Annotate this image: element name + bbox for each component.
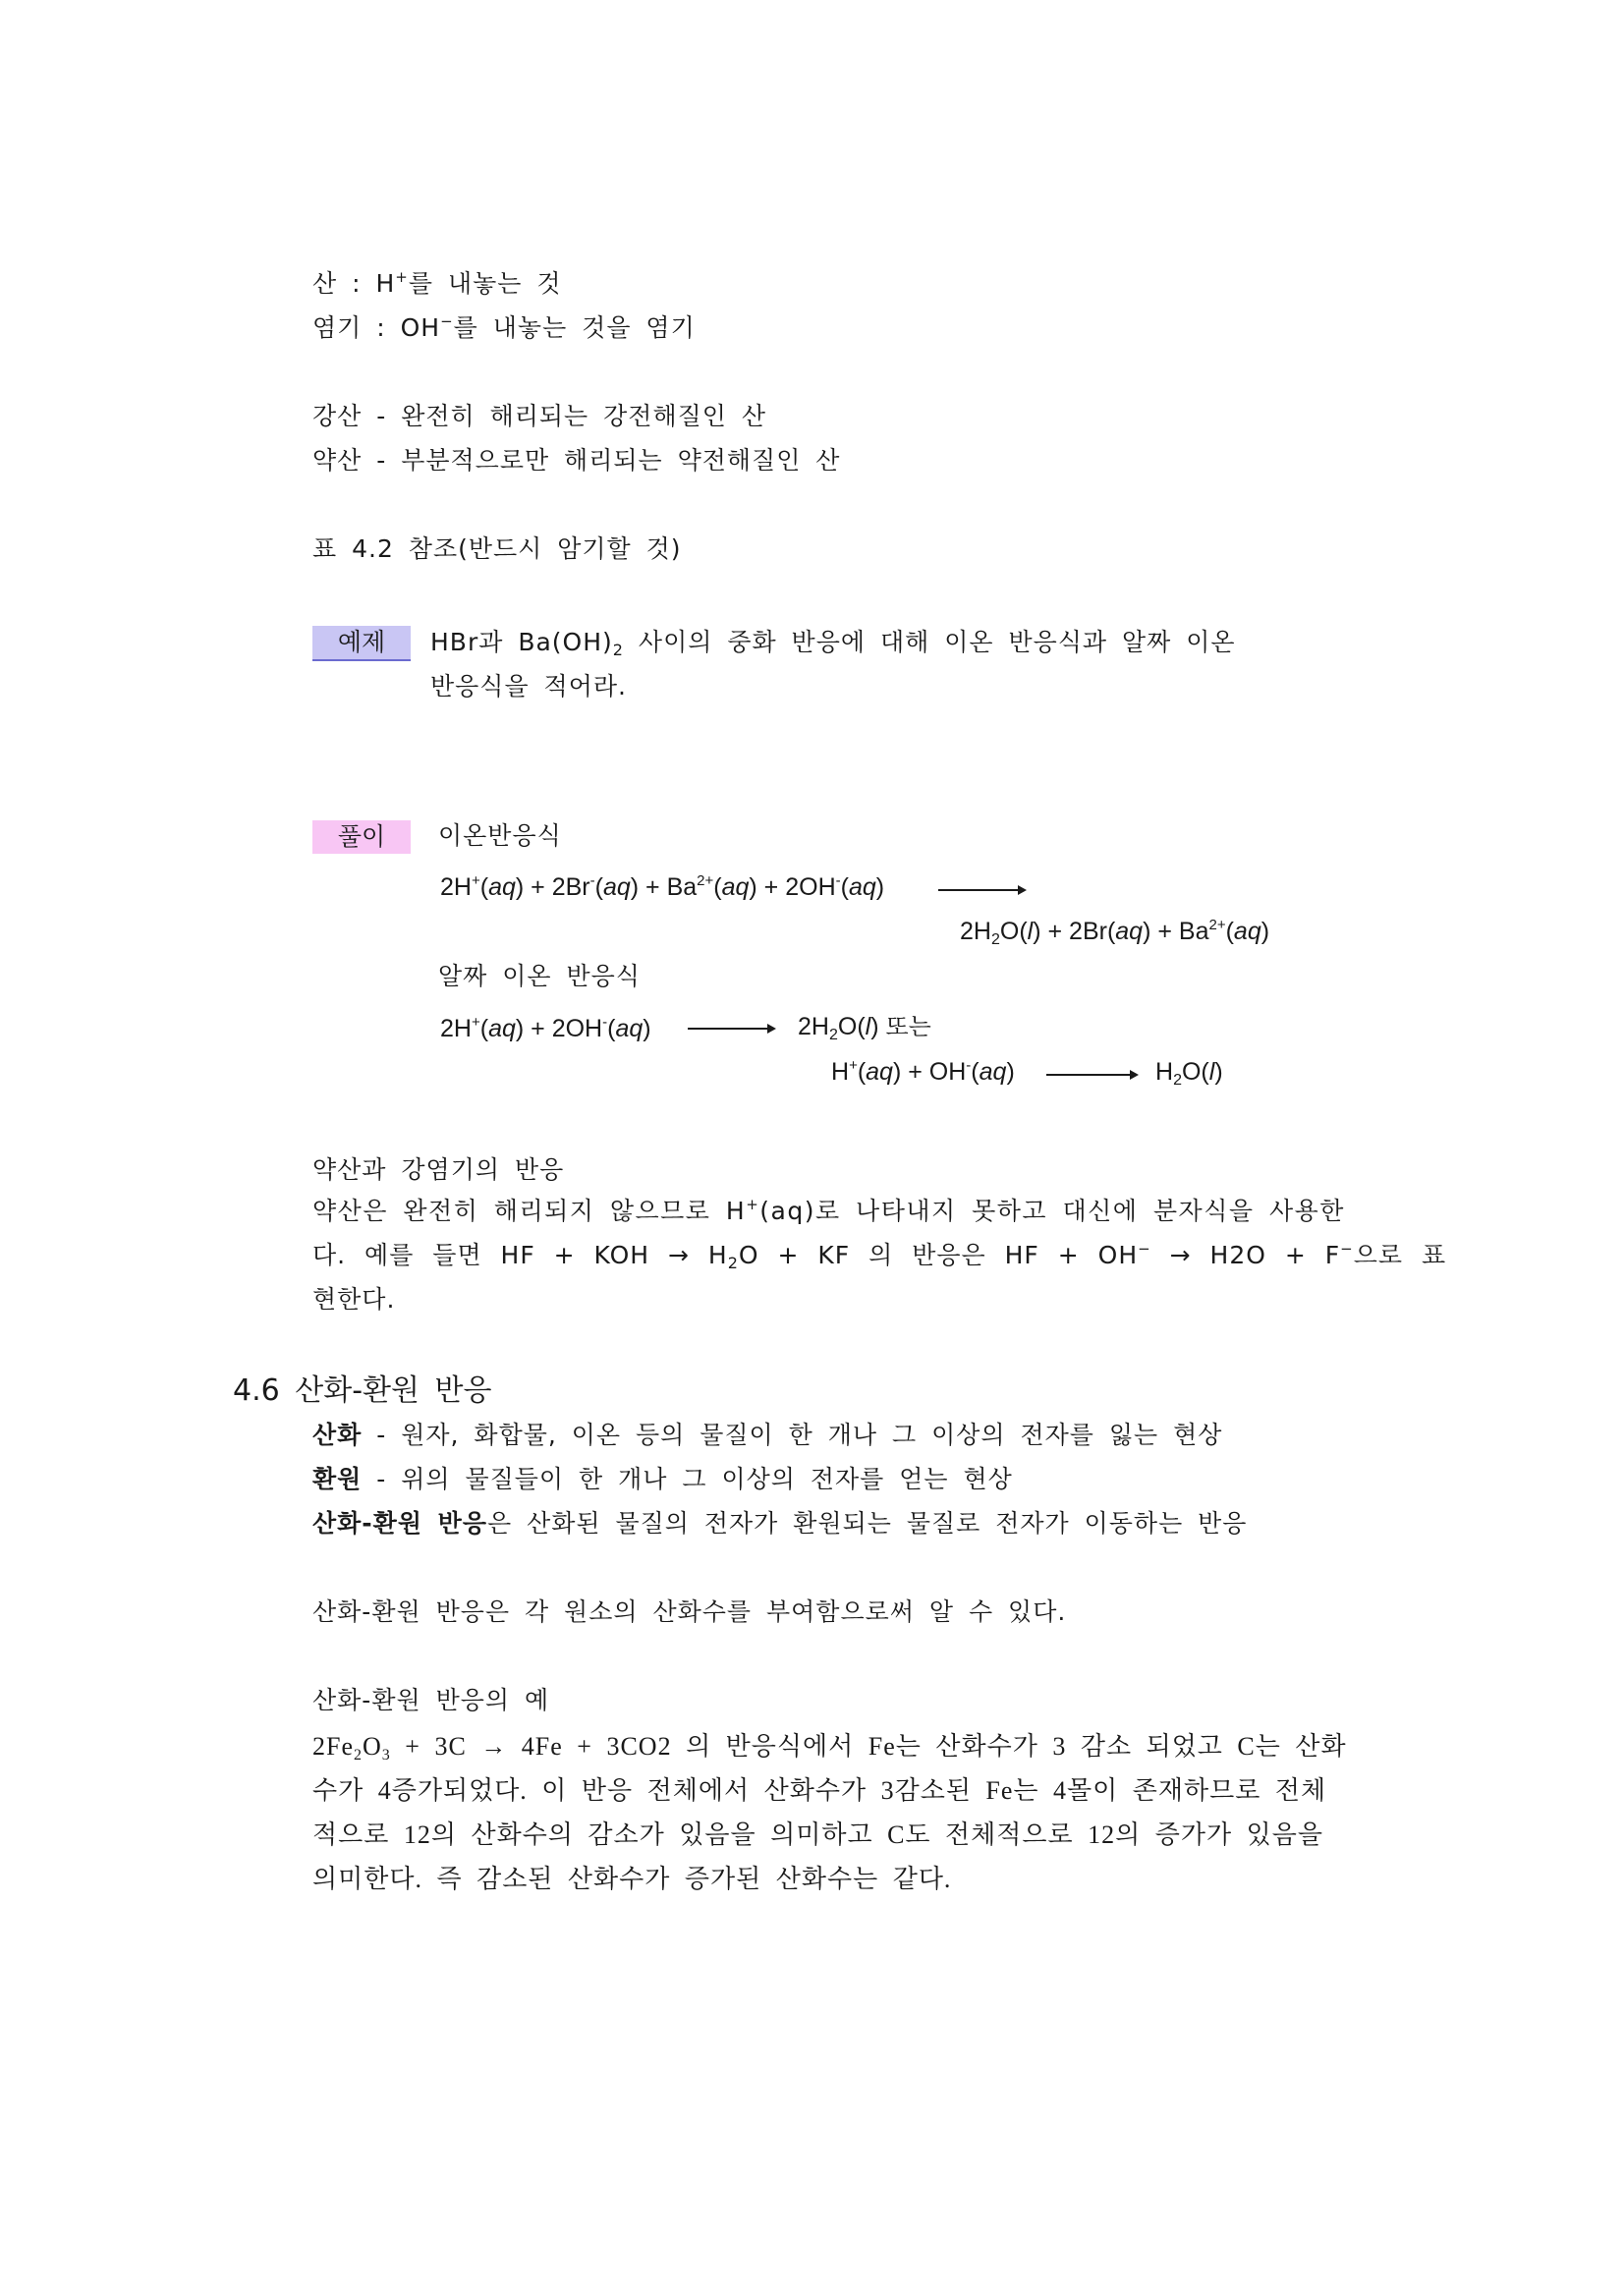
acid-rest: 를 내놓는 것 — [408, 269, 562, 298]
wa-p2-sup: − — [1138, 1240, 1151, 1258]
redox-ex-p3: 적으로 12의 산화수의 감소가 있음을 의미하고 C도 전체적으로 12의 증가가 있음을 — [312, 1820, 1323, 1849]
ionic-equation-lhs: $2H^+(aq) + 2Br^-(aq) + Ba^{2+}(aq) + 2OH^-(aq)$ — [440, 872, 885, 901]
wa-p2-sub: 2 — [727, 1254, 739, 1272]
net-equation-alt-rhs: $H_2O(l)$ — [1155, 1058, 1223, 1089]
wa-p1b: (aq)로 나타내지 못하고 대신에 분자식을 사용한 — [759, 1197, 1345, 1225]
wa-p2-sup2: − — [1340, 1240, 1354, 1258]
weak-acid-p1 — [312, 1189, 1477, 1233]
redox-example-title: 산화-환원 반응의 예 — [312, 1686, 550, 1714]
redox-note: 산화-환원 반응은 각 원소의 산화수를 부여함으로써 알 수 있다. — [312, 1597, 1067, 1626]
base-sup: − — [440, 312, 454, 330]
example-text-b: 사이의 중화 반응에 대해 이온 반응식과 알짜 이온 — [623, 628, 1236, 656]
section-heading: 4.6 산화-환원 반응 — [233, 1373, 492, 1408]
oxidation-definition — [312, 1420, 1222, 1451]
net-equation-lhs: 2H+(aq) + 2OH-(aq) — [440, 1014, 651, 1042]
ionic-equation-rhs: $2H_2O(l) + 2Br(aq) + Ba^{2+}(aq)$ — [960, 917, 1270, 948]
rx-p1b: O — [363, 1732, 382, 1761]
wa-p2c: → H2O + F — [1150, 1241, 1341, 1269]
wa-p2a: 다. 예를 들면 HF + KOH → H — [312, 1241, 728, 1269]
acid-label: 산 : H — [312, 269, 396, 298]
net-equation-arrow-2 — [1046, 1074, 1137, 1076]
wa-p2b: O + KF 의 반응은 HF + OH — [738, 1241, 1139, 1269]
wa-p1-sup: + — [746, 1196, 760, 1213]
reduction-term: 환원 — [312, 1465, 363, 1493]
redox-ex-p1 — [312, 1724, 1403, 1768]
rx-p1a: 2Fe — [312, 1732, 354, 1761]
weak-acid-p3: 현한다. — [312, 1285, 396, 1314]
oxidation-def: - 원자, 화합물, 이온 등의 물질이 한 개나 그 이상의 전자를 잃는 현상 — [362, 1421, 1223, 1449]
strong-acid-line: 강산 - 완전히 해리되는 강전해질인 산 — [312, 402, 767, 430]
redox-ex-p4: 의미한다. 즉 감소된 산화수가 증가된 산화수는 같다. — [312, 1865, 952, 1893]
redox-term: 산화-환원 반응 — [312, 1509, 487, 1538]
base-label: 염기 : OH — [312, 313, 441, 342]
redox-def: 은 산화된 물질의 전자가 환원되는 물질로 전자가 이동하는 반응 — [486, 1509, 1248, 1538]
acid-definition — [312, 268, 562, 300]
rx-p1-sub1: 2 — [354, 1747, 363, 1764]
example-text-line1 — [430, 627, 1236, 658]
net-equation-arrow-1 — [688, 1028, 774, 1030]
example-sub: 2 — [612, 641, 624, 659]
weak-acid-paragraph — [312, 1189, 1477, 1321]
wa-p2d: 으로 표 — [1353, 1241, 1447, 1269]
rx-p1c: + 3C → 4Fe + 3CO2 의 반응식에서 Fe는 산화수가 3 감소 되었고 C는 산화 — [390, 1732, 1347, 1761]
ionic-equation-title: 이온반응식 — [438, 821, 562, 850]
example-text-line2: 반응식을 적어라. — [430, 672, 627, 700]
weak-acid-line: 약산 - 부분적으로만 해리되는 약전해질인 산 — [312, 446, 841, 475]
or-text: 또는 — [885, 1013, 931, 1040]
solution-badge: 풀이 — [312, 820, 411, 854]
reduction-def: - 위의 물질들이 한 개나 그 이상의 전자를 얻는 현상 — [362, 1465, 1013, 1493]
redox-ex-p2: 수가 4증가되었다. 이 반응 전체에서 산화수가 3감소된 Fe는 4몰이 존재하므로 전체 — [312, 1776, 1327, 1805]
redox-definition — [312, 1508, 1247, 1540]
ionic-equation-arrow — [938, 889, 1025, 891]
table-reference: 표 4.2 참조(반드시 암기할 것) — [312, 534, 682, 563]
weak-acid-p2 — [312, 1233, 1477, 1277]
weak-acid-section-title: 약산과 강염기의 반응 — [312, 1155, 565, 1184]
acid-sup: + — [395, 268, 409, 286]
net-equation-title: 알짜 이온 반응식 — [438, 962, 641, 990]
base-rest: 를 내놓는 것을 염기 — [453, 313, 696, 342]
net-equation-alt-lhs: H+(aq) + OH-(aq) — [831, 1057, 1015, 1086]
reduction-definition — [312, 1464, 1013, 1495]
rx-p1-sub2: 3 — [381, 1747, 391, 1764]
net-equation-rhs-1: $2H_2O(l)$ 또는 — [798, 1013, 931, 1043]
base-definition — [312, 312, 696, 344]
redox-example-paragraph — [312, 1724, 1403, 1901]
example-badge: 예제 — [312, 626, 411, 661]
example-text-a: HBr과 Ba(OH) — [430, 628, 613, 656]
oxidation-term: 산화 — [312, 1421, 363, 1449]
wa-p1: 약산은 완전히 해리되지 않으므로 H — [312, 1197, 747, 1225]
